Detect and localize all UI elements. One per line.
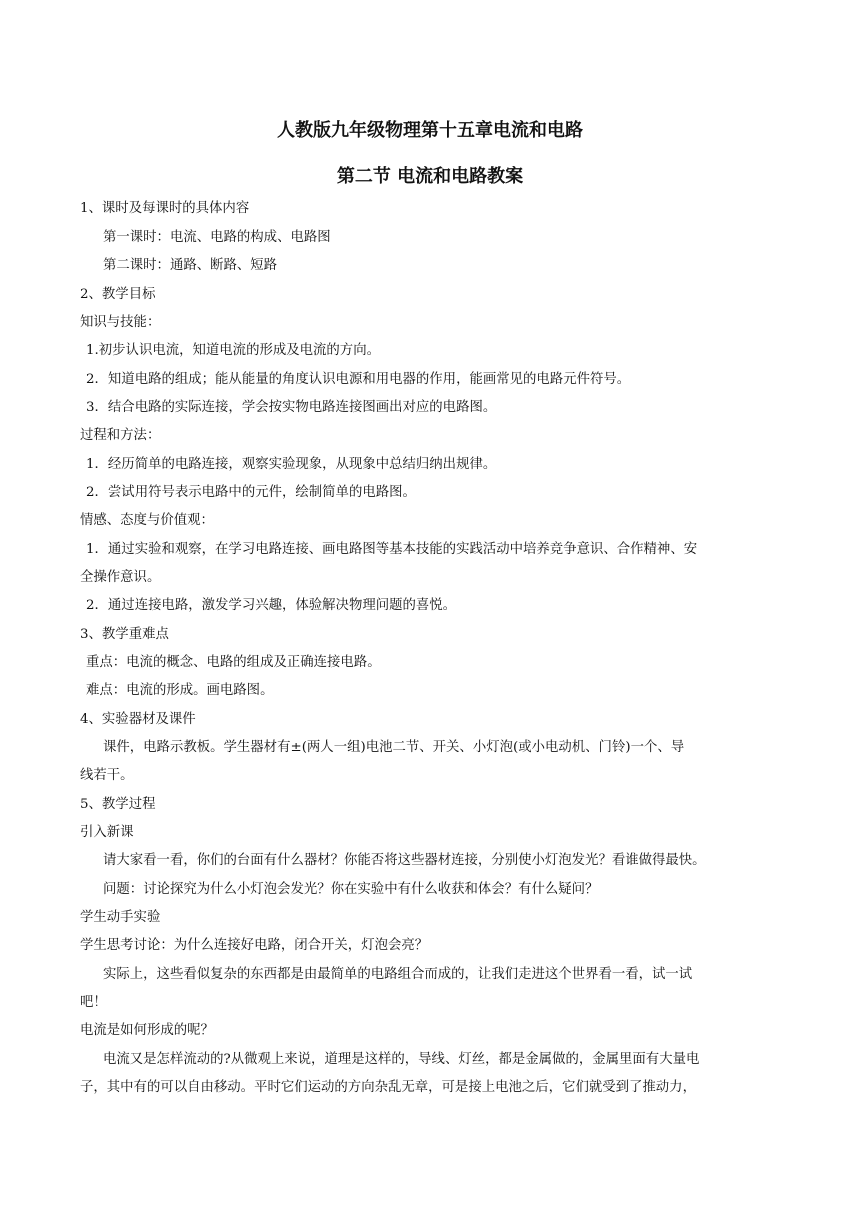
paragraph-line: 实际上，这些看似复杂的东西都是由最简单的电路组合而成的，让我们走进这个世界看一看，试一试 — [103, 967, 693, 982]
list-item: 1．通过实验和观察，在学习电路连接、画电路图等基本技能的实践活动中培养竞争意识、合作精神、安 — [86, 542, 698, 557]
list-item: 2．通过连接电路，激发学习兴趣，体验解决物理问题的喜悦。 — [86, 598, 457, 613]
subheading: 过程和方法： — [80, 428, 161, 443]
list-item: 3．结合电路的实际连接，学会按实物电路连接图画出对应的电路图。 — [86, 400, 497, 415]
paragraph-line: 子，其中有的可以自由移动。平时它们运动的方向杂乱无章，可是接上电池之后，它们就受到了推动力， — [80, 1080, 696, 1095]
section-heading: 1、课时及每课时的具体内容 — [80, 201, 250, 216]
list-item: 1.初步认识电流，知道电流的形成及电流的方向。 — [86, 343, 380, 358]
subheading: 引入新课 — [80, 825, 134, 840]
section-heading: 5、教学过程 — [80, 797, 156, 812]
paragraph-line: 问题：讨论探究为什么小灯泡会发光？你在实验中有什么收获和体会？有什么疑问？ — [103, 882, 599, 897]
list-item: 2．知道电路的组成；能从能量的角度认识电源和用电器的作用，能画常见的电路元件符号。 — [86, 372, 631, 387]
paragraph-line: 线若干。 — [80, 768, 134, 783]
paragraph-line: 请大家看一看，你们的台面有什么器材？你能否将这些器材连接，分别使小灯泡发光？看谁做得最快。 — [103, 853, 706, 868]
paragraph-line: 学生思考讨论：为什么连接好电路，闭合开关，灯泡会亮？ — [80, 938, 429, 953]
section-heading: 2、教学目标 — [80, 287, 156, 302]
paragraph-line: 全操作意识。 — [80, 570, 161, 585]
document-title: 人教版九年级物理第十五章电流和电路 — [277, 120, 583, 141]
subheading: 学生动手实验 — [80, 910, 161, 925]
subheading: 电流是如何形成的呢？ — [80, 1023, 214, 1038]
paragraph-line: 第一课时：电流、电路的构成、电路图 — [103, 230, 331, 245]
list-item: 2．尝试用符号表示电路中的元件，绘制简单的电路图。 — [86, 485, 416, 500]
paragraph-line: 吧！ — [80, 995, 107, 1010]
paragraph-line: 重点：电流的概念、电路的组成及正确连接电路。 — [86, 655, 381, 670]
section-heading: 3、教学重难点 — [80, 627, 169, 642]
paragraph-line: 难点：电流的形成。画电路图。 — [86, 683, 274, 698]
paragraph-line: 课件，电路示教板。学生器材有±(两人一组)电池二节、开关、小灯泡(或小电动机、门铃)一个、导 — [103, 740, 685, 755]
section-heading: 4、实验器材及课件 — [80, 712, 196, 727]
list-item: 1．经历简单的电路连接，观察实验现象，从现象中总结归纳出规律。 — [86, 457, 497, 472]
paragraph-line: 电流又是怎样流动的?从微观上来说，道理是这样的，导线、灯丝，都是金属做的，金属里面有大量电 — [103, 1052, 700, 1067]
subheading: 知识与技能： — [80, 315, 161, 330]
subheading: 情感、态度与价值观： — [80, 513, 214, 528]
paragraph-line: 第二课时：通路、断路、短路 — [103, 258, 278, 273]
document-subtitle: 第二节 电流和电路教案 — [336, 166, 524, 187]
